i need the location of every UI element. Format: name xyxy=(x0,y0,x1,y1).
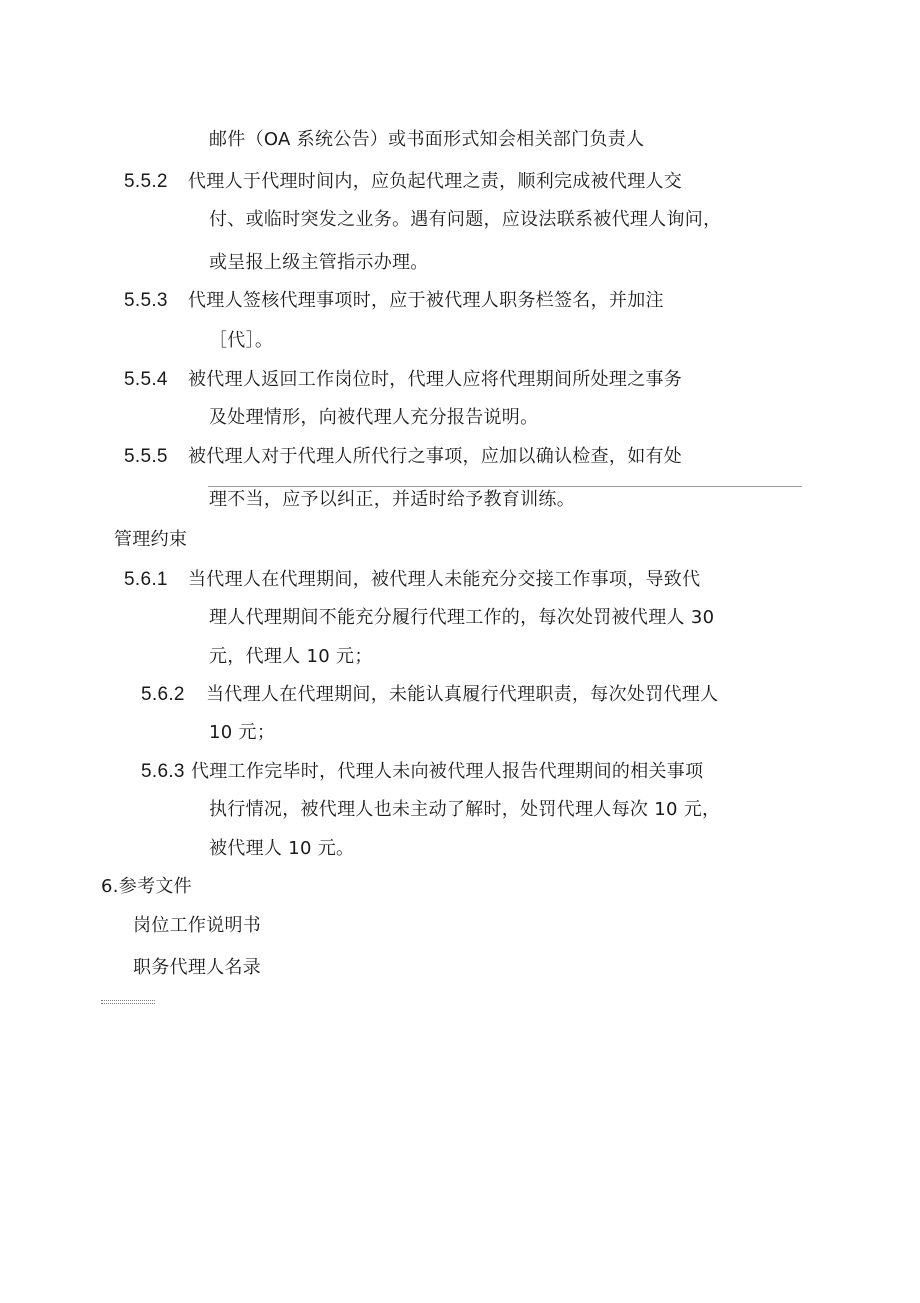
clause-5-5-2-line-2: 付、或临时突发之业务。遇有问题，应设法联系被代理人询问， xyxy=(209,209,722,230)
clause-5-6-3-line-3: 被代理人 10 元。 xyxy=(209,838,355,859)
clause-5-5-5-line-1: 被代理人对于代理人所代行之事项，应加以确认检查，如有处 xyxy=(188,446,683,467)
clause-number-5-5-2: 5.5.2 xyxy=(124,171,168,192)
clause-5-5-2-line-3: 或呈报上级主管指示办理。 xyxy=(209,252,429,273)
clause-5-5-2-line-1: 代理人于代理时间内，应负起代理之责，顺利完成被代理人交 xyxy=(188,171,683,192)
clause-number-5-6-1: 5.6.1 xyxy=(124,569,168,590)
footer-mark xyxy=(101,1000,155,1004)
clause-5-6-1-line-2: 理人代理期间不能充分履行代理工作的，每次处罚被代理人 30 xyxy=(209,607,715,628)
clause-5-6-3-line-1: 代理工作完毕时，代理人未向被代理人报告代理期间的相关事项 xyxy=(191,761,704,782)
clause-5-6-1-line-1: 当代理人在代理期间，被代理人未能充分交接工作事项，导致代 xyxy=(188,569,701,590)
section-heading-reference-documents: 6.参考文件 xyxy=(101,876,192,897)
section-5-5-continuation: 邮件（OA 系统公告）或书面形式知会相关部门负责人 xyxy=(209,129,645,150)
clause-5-5-3-line-2: ［代］。 xyxy=(209,330,274,351)
clause-5-6-1-line-3: 元，代理人 10 元； xyxy=(209,646,373,667)
clause-number-5-5-4: 5.5.4 xyxy=(124,369,168,390)
clause-number-5-5-3: 5.5.3 xyxy=(124,290,168,311)
clause-5-6-2-line-2: 10 元； xyxy=(209,722,276,743)
reference-item: 职务代理人名录 xyxy=(133,957,262,978)
clause-number-5-5-5: 5.5.5 xyxy=(124,446,168,467)
clause-number-5-6-2: 5.6.2 xyxy=(141,684,185,705)
clause-5-5-4-line-2: 及处理情形，向被代理人充分报告说明。 xyxy=(209,407,539,428)
reference-item: 岗位工作说明书 xyxy=(133,915,262,936)
horizontal-rule xyxy=(208,486,802,487)
clause-5-6-3-line-2: 执行情况，被代理人也未主动了解时，处罚代理人每次 10 元， xyxy=(209,799,721,820)
clause-5-6-2-line-1: 当代理人在代理期间，未能认真履行代理职责，每次处罚代理人 xyxy=(206,684,719,705)
clause-5-5-5-line-2: 理不当，应予以纠正，并适时给予教育训练。 xyxy=(209,489,575,510)
section-heading-management-constraints: 管理约束 xyxy=(114,529,188,550)
clause-number-5-6-3: 5.6.3 xyxy=(141,761,185,782)
clause-5-5-3-line-1: 代理人签核代理事项时，应于被代理人职务栏签名，并加注 xyxy=(188,290,664,311)
clause-5-5-4-line-1: 被代理人返回工作岗位时，代理人应将代理期间所处理之事务 xyxy=(188,369,683,390)
